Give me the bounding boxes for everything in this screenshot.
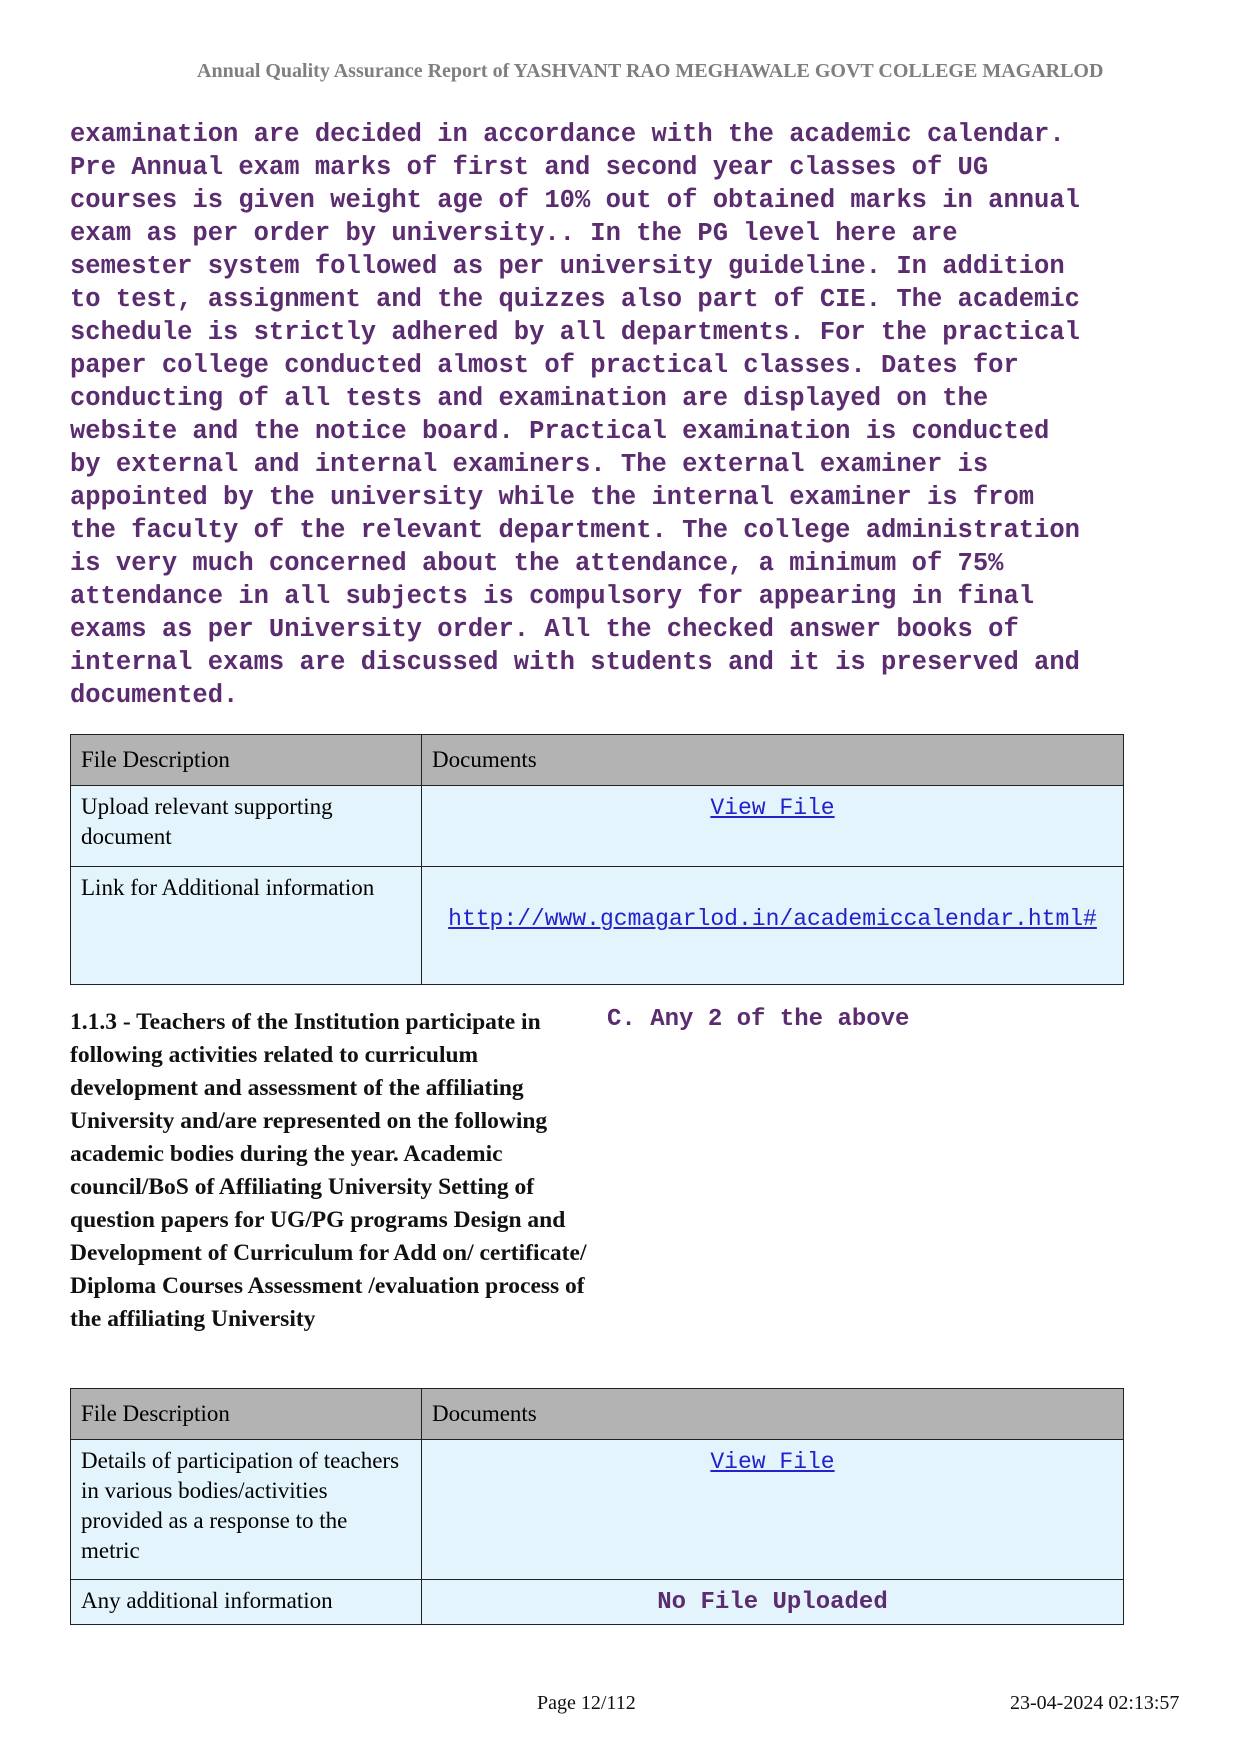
- metric-question: 1.1.3 - Teachers of the Institution participate in following activities related to curriculum development and assessment of the affiliating University and/are represented on the following academic bodies during the year. Academic council/BoS of Affiliating University Setting of question papers for UG/PG programs Design and Development of Curriculum for Add on/ certificate/ Diploma Courses Assessment /evaluation process of the affiliating University: [70, 1009, 587, 1332]
- no-file-uploaded-text: No File Uploaded: [657, 1589, 888, 1616]
- row-description: Upload relevant supporting document: [71, 786, 422, 867]
- view-file-link[interactable]: View File: [710, 795, 835, 821]
- academic-calendar-link[interactable]: http://www.gcmagarlod.in/academiccalendar.html#: [448, 906, 1097, 932]
- file-table-1: [70, 734, 1124, 985]
- row-description: Any additional information: [71, 1580, 422, 1625]
- column-header-file-description: File Description: [71, 735, 422, 786]
- file-table-2: [70, 1388, 1124, 1625]
- timestamp: 23-04-2024 02:13:57: [1010, 1692, 1180, 1714]
- page-number: Page 12/112: [537, 1692, 636, 1714]
- body-paragraph: examination are decided in accordance with the academic calendar. Pre Annual exam marks of first and second year classes of UG courses is given weight age of 10% out of obtained marks in annual exam as per order by university.. In the PG level here are semester system followed as per university guideline. In addition to test, assignment and the quizzes also part of CIE. The academic schedule is strictly adhered by all departments. For the practical paper college conducted almost of practical classes. Dates for conducting of all tests and examination are displayed on the website and the notice board. Practical examination is conducted by external and internal examiners. The external examiner is appointed by the university while the internal examiner is from the faculty of the relevant department. The college administration is very much concerned about the attendance, a minimum of 75% attendance in all subjects is compulsory for appearing in final exams as per University order. All the checked answer books of internal exams are discussed with students and it is preserved and documented.: [70, 120, 1080, 710]
- column-header-documents: Documents: [422, 1389, 1124, 1440]
- column-header-documents: Documents: [422, 735, 1124, 786]
- column-header-file-description: File Description: [71, 1389, 422, 1440]
- row-description: Link for Additional information: [71, 867, 422, 985]
- metric-answer: C. Any 2 of the above: [607, 1006, 910, 1033]
- row-description: Details of participation of teachers in various bodies/activities provided as a response to the metric: [71, 1440, 422, 1580]
- report-header: Annual Quality Assurance Report of YASHVANT RAO MEGHAWALE GOVT COLLEGE MAGARLOD: [197, 60, 1104, 82]
- view-file-link[interactable]: View File: [710, 1449, 835, 1475]
